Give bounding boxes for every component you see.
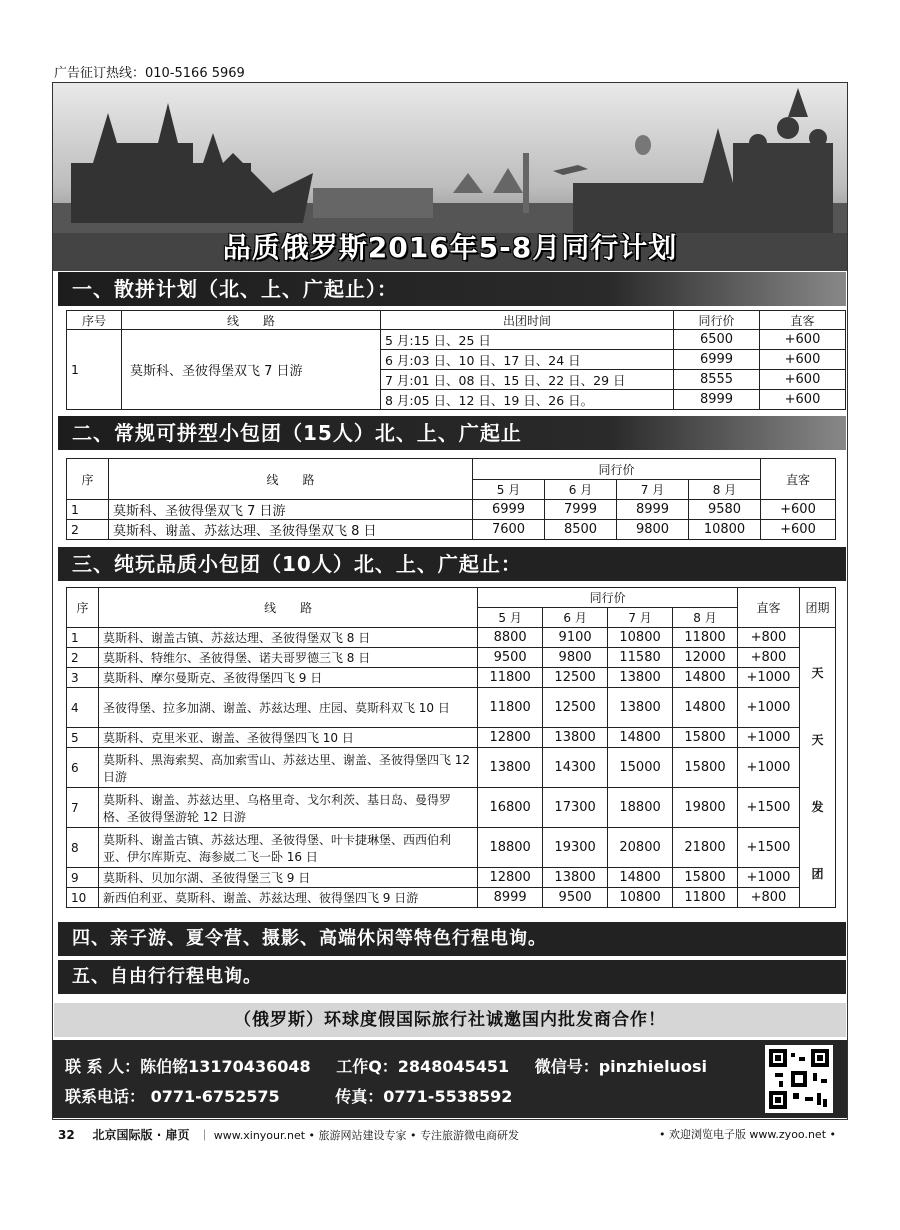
th-direct: 直客 <box>760 311 846 330</box>
price-cell: 8500 <box>545 520 617 540</box>
price-cell: 19300 <box>543 828 608 868</box>
qr-code-icon <box>765 1045 833 1113</box>
date-cell: 5 月:15 日、25 日 <box>381 330 674 350</box>
contact-wechat: 微信号：pinzhieluosi <box>534 1057 707 1076</box>
row-route: 圣彼得堡、拉多加湖、谢盖、苏兹达理、庄园、莫斯科双飞 10 日 <box>98 688 477 728</box>
price-cell: 15800 <box>673 728 738 748</box>
section5-title: 五、自由行行程电询。 <box>58 960 846 994</box>
price-cell: 9500 <box>478 648 543 668</box>
price-cell: 15000 <box>608 748 673 788</box>
row-route: 莫斯科、黑海索契、高加索雪山、苏兹达里、谢盖、圣彼得堡四飞 12 日游 <box>98 748 477 788</box>
price-cell: 13800 <box>608 688 673 728</box>
contact-panel <box>53 1040 847 1118</box>
direct-cell: +600 <box>761 500 836 520</box>
contact-phone: 联系电话： 0771-6752575 <box>65 1087 280 1106</box>
contact-person: 联 系 人：陈伯铭13170436048 <box>65 1057 311 1076</box>
price-cell: 11800 <box>478 668 543 688</box>
price-cell: 6500 <box>674 330 760 350</box>
footer-right-text: • 欢迎浏览电子版 www.zyoo.net • <box>658 1128 836 1141</box>
price-cell: 15800 <box>673 748 738 788</box>
price-cell: 13800 <box>608 668 673 688</box>
price-cell: 9800 <box>617 520 689 540</box>
th-month: 7 月 <box>617 480 689 500</box>
direct-cell: +1000 <box>737 728 799 748</box>
price-cell: 8555 <box>674 370 760 390</box>
row-no: 10 <box>67 888 99 908</box>
section2-title: 二、常规可拼型小包团（15人）北、上、广起止 <box>58 416 846 450</box>
th-route: 线 路 <box>109 459 473 500</box>
price-cell: 6999 <box>473 500 545 520</box>
th-month: 5 月 <box>473 480 545 500</box>
price-cell: 7999 <box>545 500 617 520</box>
row-no: 1 <box>67 330 122 410</box>
price-cell: 13800 <box>543 868 608 888</box>
date-cell: 8 月:05 日、12 日、19 日、26 日。 <box>381 390 674 410</box>
table-section2 <box>66 458 836 540</box>
price-cell: 10800 <box>608 888 673 908</box>
price-cell: 11580 <box>608 648 673 668</box>
price-cell: 7600 <box>473 520 545 540</box>
price-cell: 12800 <box>478 868 543 888</box>
price-cell: 14800 <box>608 868 673 888</box>
row-route: 莫斯科、谢盖古镇、苏兹达理、圣彼得堡、叶卡捷琳堡、西西伯利亚、伊尔库斯克、海参崴二飞一卧 16 日 <box>98 828 477 868</box>
direct-cell: +800 <box>737 648 799 668</box>
price-cell: 12000 <box>673 648 738 668</box>
direct-cell: +800 <box>737 628 799 648</box>
contact-row-2 <box>65 1084 532 1107</box>
direct-cell: +800 <box>737 888 799 908</box>
row-route: 莫斯科、圣彼得堡双飞 7 日游 <box>122 330 381 410</box>
th-month: 7 月 <box>608 608 673 628</box>
direct-cell: +1000 <box>737 868 799 888</box>
direct-cell: +600 <box>760 390 846 410</box>
price-cell: 8800 <box>478 628 543 648</box>
row-route: 莫斯科、谢盖、苏兹达理、圣彼得堡双飞 8 日 <box>109 520 473 540</box>
tuanqi-char: 天 <box>811 665 824 680</box>
th-direct: 直客 <box>761 459 836 500</box>
direct-cell: +1500 <box>737 828 799 868</box>
price-cell: 10800 <box>689 520 761 540</box>
row-route: 莫斯科、贝加尔湖、圣彼得堡三飞 9 日 <box>98 868 477 888</box>
row-route: 莫斯科、谢盖古镇、苏兹达理、圣彼得堡双飞 8 日 <box>98 628 477 648</box>
th-month: 8 月 <box>689 480 761 500</box>
direct-cell: +600 <box>761 520 836 540</box>
price-cell: 11800 <box>673 628 738 648</box>
section3-title: 三、纯玩品质小包团（10人）北、上、广起止： <box>58 547 846 581</box>
price-cell: 15800 <box>673 868 738 888</box>
page-footer <box>58 1126 848 1143</box>
price-cell: 10800 <box>608 628 673 648</box>
section4-title: 四、亲子游、夏令营、摄影、高端休闲等特色行程电询。 <box>58 922 846 956</box>
th-route: 线 路 <box>98 588 477 628</box>
tuanqi-char: 发 <box>811 799 824 814</box>
row-route: 新西伯利亚、莫斯科、谢盖、苏兹达理、彼得堡四飞 9 日游 <box>98 888 477 908</box>
row-no: 4 <box>67 688 99 728</box>
th-month: 6 月 <box>545 480 617 500</box>
price-cell: 9500 <box>543 888 608 908</box>
price-cell: 9100 <box>543 628 608 648</box>
price-cell: 13800 <box>543 728 608 748</box>
price-cell: 14800 <box>608 728 673 748</box>
row-no: 6 <box>67 748 99 788</box>
price-cell: 11800 <box>673 888 738 908</box>
table-section3 <box>66 587 836 908</box>
row-route: 莫斯科、特维尔、圣彼得堡、诺夫哥罗德三飞 8 日 <box>98 648 477 668</box>
contact-fax: 传真：0771-5538592 <box>335 1087 513 1106</box>
date-cell: 7 月:01 日、08 日、15 日、22 日、29 日 <box>381 370 674 390</box>
footer-site-text: ｜ www.xinyour.net • 旅游网站建设专家 • 专注旅游微电商研发 <box>199 1129 520 1142</box>
price-cell: 14300 <box>543 748 608 788</box>
th-period: 团期 <box>799 588 835 628</box>
th-price: 同行价 <box>473 459 761 480</box>
direct-cell: +1000 <box>737 748 799 788</box>
price-cell: 12500 <box>543 688 608 728</box>
invite-banner: （俄罗斯）环球度假国际旅行社诚邀国内批发商合作！ <box>54 1003 846 1037</box>
th-route: 线 路 <box>122 311 381 330</box>
row-no: 2 <box>67 520 109 540</box>
row-route: 莫斯科、克里米亚、谢盖、圣彼得堡四飞 10 日 <box>98 728 477 748</box>
price-cell: 8999 <box>478 888 543 908</box>
edition-label: 北京国际版 · 扉页 <box>92 1128 190 1142</box>
table-section1 <box>66 310 846 410</box>
price-cell: 12500 <box>543 668 608 688</box>
contact-qq: 工作Q：2848045451 <box>336 1057 510 1076</box>
direct-cell: +600 <box>760 330 846 350</box>
row-no: 9 <box>67 868 99 888</box>
row-no: 2 <box>67 648 99 668</box>
row-no: 8 <box>67 828 99 868</box>
row-no: 1 <box>67 628 99 648</box>
price-cell: 6999 <box>674 350 760 370</box>
row-route: 莫斯科、摩尔曼斯克、圣彼得堡四飞 9 日 <box>98 668 477 688</box>
direct-cell: +1000 <box>737 688 799 728</box>
th-price: 同行价 <box>674 311 760 330</box>
th-no: 序 <box>67 459 109 500</box>
th-no: 序号 <box>67 311 122 330</box>
direct-cell: +600 <box>760 370 846 390</box>
price-cell: 18800 <box>478 828 543 868</box>
th-month: 5 月 <box>478 608 543 628</box>
section1-title: 一、散拼计划（北、上、广起止）： <box>58 272 846 306</box>
date-cell: 6 月:03 日、10 日、17 日、24 日 <box>381 350 674 370</box>
tuanqi-cell <box>799 628 835 908</box>
price-cell: 12800 <box>478 728 543 748</box>
th-price: 同行价 <box>478 588 738 608</box>
price-cell: 16800 <box>478 788 543 828</box>
price-cell: 8999 <box>674 390 760 410</box>
row-no: 1 <box>67 500 109 520</box>
th-date: 出团时间 <box>381 311 674 330</box>
price-cell: 11800 <box>478 688 543 728</box>
th-month: 6 月 <box>543 608 608 628</box>
th-direct: 直客 <box>737 588 799 628</box>
price-cell: 8999 <box>617 500 689 520</box>
ad-hotline: 广告征订热线：010-5166 5969 <box>54 66 245 81</box>
price-cell: 17300 <box>543 788 608 828</box>
contact-row-1 <box>65 1054 727 1077</box>
price-cell: 21800 <box>673 828 738 868</box>
direct-cell: +1000 <box>737 668 799 688</box>
price-cell: 18800 <box>608 788 673 828</box>
row-no: 5 <box>67 728 99 748</box>
row-route: 莫斯科、谢盖、苏兹达里、乌格里奇、戈尔利茨、基日岛、曼得罗格、圣彼得堡游轮 12 日游 <box>98 788 477 828</box>
price-cell: 9580 <box>689 500 761 520</box>
row-route: 莫斯科、圣彼得堡双飞 7 日游 <box>109 500 473 520</box>
th-no: 序 <box>67 588 99 628</box>
row-no: 7 <box>67 788 99 828</box>
tuanqi-char: 团 <box>811 866 824 881</box>
price-cell: 19800 <box>673 788 738 828</box>
direct-cell: +600 <box>760 350 846 370</box>
price-cell: 14800 <box>673 688 738 728</box>
banner-title: 品质俄罗斯2016年5-8月同行计划 <box>222 231 678 264</box>
price-cell: 14800 <box>673 668 738 688</box>
price-cell: 13800 <box>478 748 543 788</box>
price-cell: 20800 <box>608 828 673 868</box>
direct-cell: +1500 <box>737 788 799 828</box>
page-number: 32 <box>58 1128 75 1142</box>
price-cell: 9800 <box>543 648 608 668</box>
row-no: 3 <box>67 668 99 688</box>
tuanqi-char: 天 <box>811 732 824 747</box>
th-month: 8 月 <box>673 608 738 628</box>
